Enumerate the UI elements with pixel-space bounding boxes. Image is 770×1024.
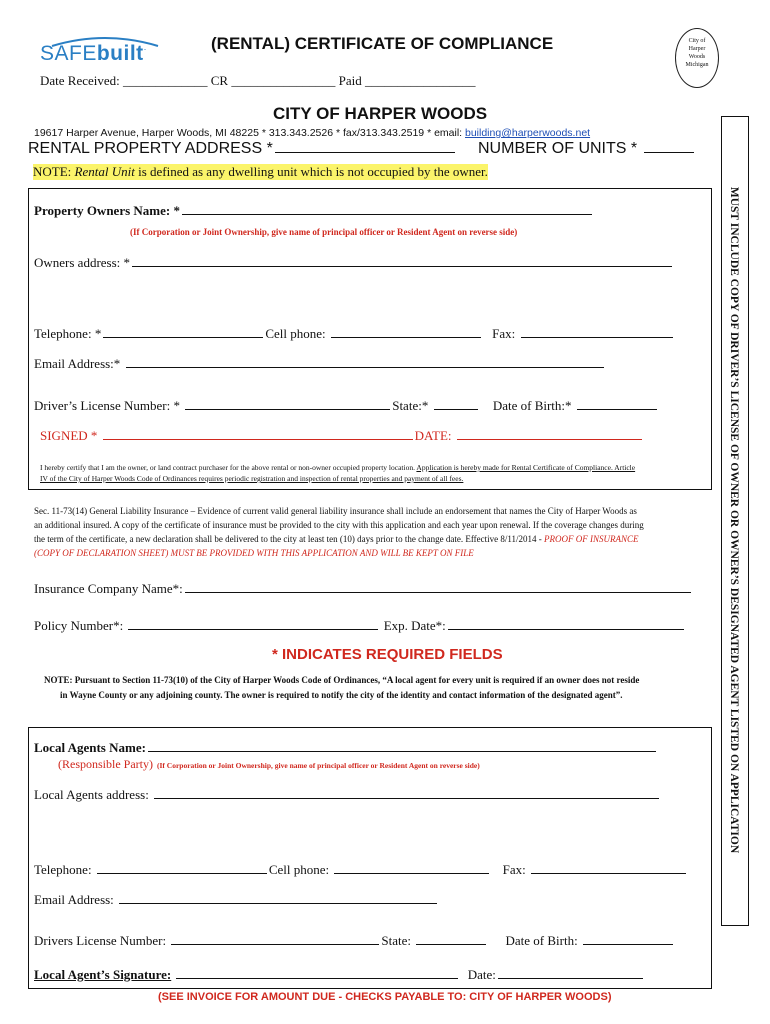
agent-signature-field[interactable] xyxy=(176,977,458,979)
city-seal xyxy=(675,28,719,88)
agent-note-line-2: in Wayne County or any adjoining county. The owner is required to notify the city of the identity and contact information of the designated agent”. xyxy=(60,690,623,700)
note-rest: is defined as any dwelling unit which is not occupied by the owner. xyxy=(134,164,488,179)
units-label: NUMBER OF UNITS * xyxy=(478,140,638,157)
agent-note-line-1: NOTE: Pursuant to Section 11-73(10) of the City of Harper Woods Code of Ordinances, “A local agent for every unit is required if an owner does not reside xyxy=(44,675,640,685)
owner-state-field[interactable] xyxy=(434,408,478,410)
city-address: 19617 Harper Avenue, Harper Woods, MI 48225 * 313.343.2526 * fax/313.343.2519 * email: xyxy=(34,127,465,139)
certify-line-1 xyxy=(40,463,635,472)
rental-address-field[interactable] xyxy=(275,151,455,153)
owner-date-field[interactable] xyxy=(457,438,642,440)
owner-corp-note: (If Corporation or Joint Ownership, give name of principal officer or Resident Agent on reverse side) xyxy=(130,227,518,237)
agent-dob-label: Date of Birth: xyxy=(505,933,578,948)
agent-telephone-field[interactable] xyxy=(97,872,267,874)
owner-state-label: State:* xyxy=(392,398,429,413)
agent-email-label: Email Address: xyxy=(34,892,114,907)
rental-address-label: RENTAL PROPERTY ADDRESS * xyxy=(28,140,273,157)
owners-address-label: Owners address: * xyxy=(34,255,131,270)
owner-telephone-field[interactable] xyxy=(103,336,263,338)
owner-telephone-row xyxy=(34,326,675,342)
city-name: CITY OF HARPER WOODS xyxy=(273,104,488,123)
agent-license-row xyxy=(34,933,675,949)
owner-dob-label: Date of Birth:* xyxy=(492,398,572,413)
rental-property-address-row xyxy=(28,140,457,158)
certify-line-2: IV of the City of Harper Woods Code of Ordinances requires periodic registration and inspection of rental properties and payment of all fees. xyxy=(40,474,464,483)
agent-corp-note: (If Corporation or Joint Ownership, give name of principal officer or Resident Agent on reverse side) xyxy=(157,761,480,770)
owner-email-row xyxy=(34,356,606,372)
insurance-proof-red: PROOF OF INSURANCE xyxy=(544,534,639,544)
agent-responsible-label: (Responsible Party) xyxy=(58,757,153,771)
exp-date-field[interactable] xyxy=(448,628,684,630)
exp-date-label: Exp. Date*: xyxy=(383,618,446,633)
logo-safe: SAFE xyxy=(40,42,97,65)
owner-telephone-label: Telephone: * xyxy=(34,326,102,341)
agent-license-label: Drivers License Number: xyxy=(34,933,167,948)
note-prefix: NOTE: xyxy=(33,164,75,179)
owner-cell-label: Cell phone: xyxy=(265,326,326,341)
page-title: (RENTAL) CERTIFICATE OF COMPLIANCE xyxy=(211,34,554,53)
safebuilt-logo: SAFEbuilt. xyxy=(40,42,147,65)
agent-signature-label: Local Agent’s Signature: xyxy=(34,967,172,982)
date-received-line: Date Received: _____________ CR ________________ Paid _________________ xyxy=(40,73,476,88)
agent-state-label: State: xyxy=(381,933,411,948)
owners-address-field[interactable] xyxy=(132,265,672,267)
rental-unit-note xyxy=(33,164,488,180)
logo-built: built xyxy=(96,42,144,65)
owner-name-row xyxy=(34,203,594,219)
note-italic: Rental Unit xyxy=(74,164,135,179)
agent-fax-field[interactable] xyxy=(531,872,686,874)
seal-line-1: City of xyxy=(688,38,706,44)
policy-row xyxy=(34,618,686,634)
owner-fax-label: Fax: xyxy=(492,326,516,341)
agent-cell-label: Cell phone: xyxy=(268,862,330,877)
owner-fax-field[interactable] xyxy=(521,336,673,338)
agent-address-label: Local Agents address: xyxy=(34,787,149,802)
seal-line-2: Harper xyxy=(688,46,706,52)
agent-dob-field[interactable] xyxy=(583,943,673,945)
owner-name-label: Property Owners Name: * xyxy=(34,203,180,218)
city-address-line xyxy=(34,127,590,139)
insurance-para-3 xyxy=(34,534,639,544)
insurance-para-3-text: the term of the certificate, a new declaration shall be delivered to the city at least ten (10) days prior to the change date. Effective 8/11/2014 - xyxy=(34,534,545,544)
owner-signed-label: SIGNED * xyxy=(40,428,98,443)
agent-state-field[interactable] xyxy=(416,943,486,945)
owner-email-label: Email Address:* xyxy=(34,356,121,371)
agent-fax-label: Fax: xyxy=(502,862,526,877)
agent-date-field[interactable] xyxy=(498,977,643,979)
agent-date-label: Date: xyxy=(467,967,496,982)
insurance-para-2: an additional insured. A copy of the certificate of insurance must be provided to the city with this application and each year upon renewal. If the coverage changes during xyxy=(34,520,644,530)
city-email-link[interactable]: building@harperwoods.net xyxy=(465,127,591,139)
agent-responsible-row xyxy=(58,755,480,773)
owners-address-row xyxy=(34,255,674,271)
agent-telephone-row xyxy=(34,862,688,878)
units-field[interactable] xyxy=(644,151,694,153)
agent-telephone-label: Telephone: xyxy=(34,862,92,877)
required-fields-banner: * INDICATES REQUIRED FIELDS xyxy=(272,646,503,663)
owner-email-field[interactable] xyxy=(126,366,604,368)
certify-text-a: I hereby certify that I am the owner, or land contract purchaser for the above rental or non-owner occupied property location. xyxy=(40,463,417,472)
agent-email-row xyxy=(34,892,439,908)
owner-license-label: Driver’s License Number: * xyxy=(34,398,180,413)
agent-address-row xyxy=(34,787,661,803)
invoice-footer: (SEE INVOICE FOR AMOUNT DUE - CHECKS PAYABLE TO: CITY OF HARPER WOODS) xyxy=(158,991,612,1003)
units-row xyxy=(478,140,696,158)
agent-signature-row xyxy=(34,967,645,983)
agent-address-field[interactable] xyxy=(154,797,659,799)
seal-line-4: Michigan xyxy=(685,62,709,68)
owner-name-field[interactable] xyxy=(182,213,592,215)
agent-cell-field[interactable] xyxy=(334,872,489,874)
owner-license-row xyxy=(34,398,659,414)
agent-email-field[interactable] xyxy=(119,902,437,904)
side-notice-text: MUST INCLUDE COPY OF DRIVER’S LICENSE OF OWNER OR OWNER’S DESIGNATED AGENT LISTED ON APPLICATION xyxy=(728,186,740,854)
agent-name-label: Local Agents Name: xyxy=(34,740,146,755)
owner-license-field[interactable] xyxy=(185,408,390,410)
insurance-company-field[interactable] xyxy=(185,591,691,593)
owner-signed-row xyxy=(40,428,644,444)
seal-line-3: Woods xyxy=(688,54,706,60)
policy-field[interactable] xyxy=(128,628,378,630)
logo-swoosh-icon xyxy=(50,36,160,48)
insurance-para-1: Sec. 11-73(14) General Liability Insurance – Evidence of current valid general liability insurance shall include an endorsement that names the City of Harper Woods as xyxy=(34,506,637,516)
owner-date-label: DATE: xyxy=(414,428,452,443)
owner-dob-field[interactable] xyxy=(577,408,657,410)
agent-license-field[interactable] xyxy=(171,943,379,945)
insurance-para-4: (COPY OF DECLARATION SHEET) MUST BE PROVIDED WITH THIS APPLICATION AND WILL BE KEPT ON FILE xyxy=(34,548,474,558)
certify-text-b: Application is hereby made for Rental Certificate of Compliance. Article xyxy=(416,463,636,472)
insurance-company-row xyxy=(34,581,693,597)
owner-signed-field[interactable] xyxy=(103,438,413,440)
insurance-company-label: Insurance Company Name*: xyxy=(34,581,183,596)
agent-name-field[interactable] xyxy=(148,750,656,752)
owner-cell-field[interactable] xyxy=(331,336,481,338)
policy-label: Policy Number*: xyxy=(34,618,124,633)
agent-name-row xyxy=(34,740,658,756)
